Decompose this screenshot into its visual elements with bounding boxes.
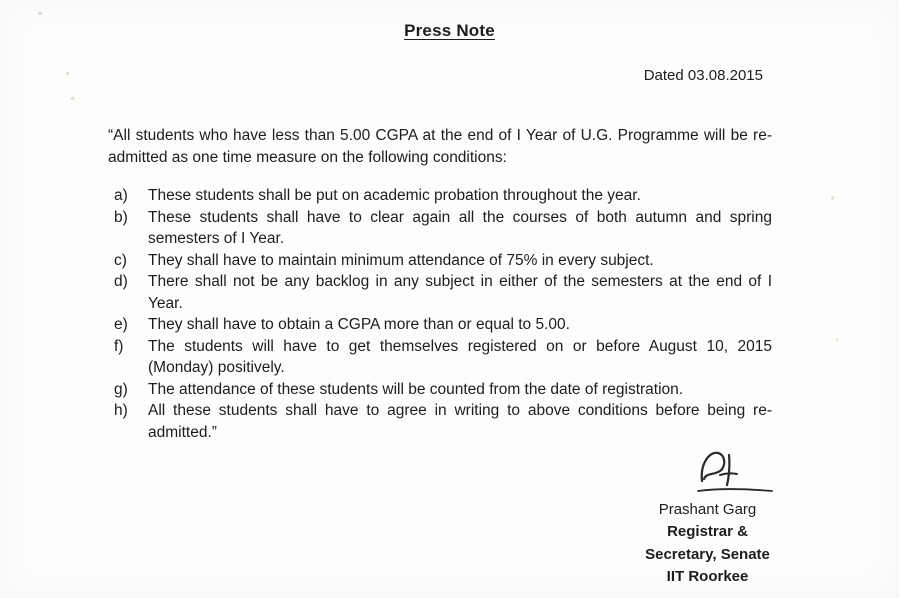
scan-speckle	[38, 12, 42, 15]
condition-item-f	[114, 336, 772, 379]
condition-marker: c)	[114, 251, 127, 269]
condition-item-a	[114, 185, 772, 207]
signatory-role-line-3: IIT Roorkee	[666, 568, 749, 585]
condition-item-c	[114, 250, 772, 272]
condition-text: The students will have to get themselves registered on or before August 10, 2015 (Monday) positively.	[148, 337, 772, 376]
condition-text: The attendance of these students will be counted from the date of registration.	[148, 380, 684, 398]
conditions-list	[114, 185, 772, 443]
intro-paragraph: “All students who have less than 5.00 CGPA at the end of I Year of U.G. Programme will be re-admitted as one time measure on the following conditions:	[108, 127, 772, 166]
condition-text: All these students shall have to agree in writing to above conditions before being re-admitted.”	[148, 402, 772, 441]
condition-marker: h)	[114, 402, 128, 419]
condition-item-e	[114, 314, 772, 336]
condition-text: They shall have to maintain minimum attendance of 75% in every subject.	[148, 251, 654, 269]
document-title: Press Note	[404, 21, 495, 40]
condition-marker: d)	[114, 273, 128, 290]
signature-block	[600, 447, 815, 589]
condition-marker: b)	[114, 208, 128, 226]
condition-item-d	[114, 271, 772, 314]
condition-text: These students shall have to clear again all the courses of both autumn and spring semesters of I Year.	[148, 208, 772, 247]
condition-marker: e)	[114, 316, 128, 333]
condition-item-g	[114, 379, 772, 401]
condition-text: There shall not be any backlog in any subject in either of the semesters at the end of I Year.	[148, 273, 772, 312]
signatory-role-line-2: Secretary, Senate	[645, 545, 770, 563]
condition-marker: g)	[114, 380, 128, 398]
condition-marker: f)	[114, 337, 124, 355]
document-date: Dated 03.08.2015	[643, 67, 763, 84]
signatory-name: Prashant Garg	[658, 501, 757, 518]
scan-speckle	[70, 97, 75, 100]
condition-text: They shall have to obtain a CGPA more than or equal to 5.00.	[148, 316, 570, 333]
scan-speckle	[66, 72, 69, 75]
scan-speckle	[836, 338, 839, 341]
scan-speckle	[831, 196, 834, 200]
signatory-role-line-1: Registrar &	[667, 523, 748, 540]
condition-marker: a)	[114, 187, 128, 204]
condition-item-h	[114, 400, 772, 443]
handwritten-signature-icon	[696, 447, 774, 497]
condition-text: These students shall be put on academic probation throughout the year.	[148, 187, 641, 204]
condition-item-b	[114, 207, 772, 250]
